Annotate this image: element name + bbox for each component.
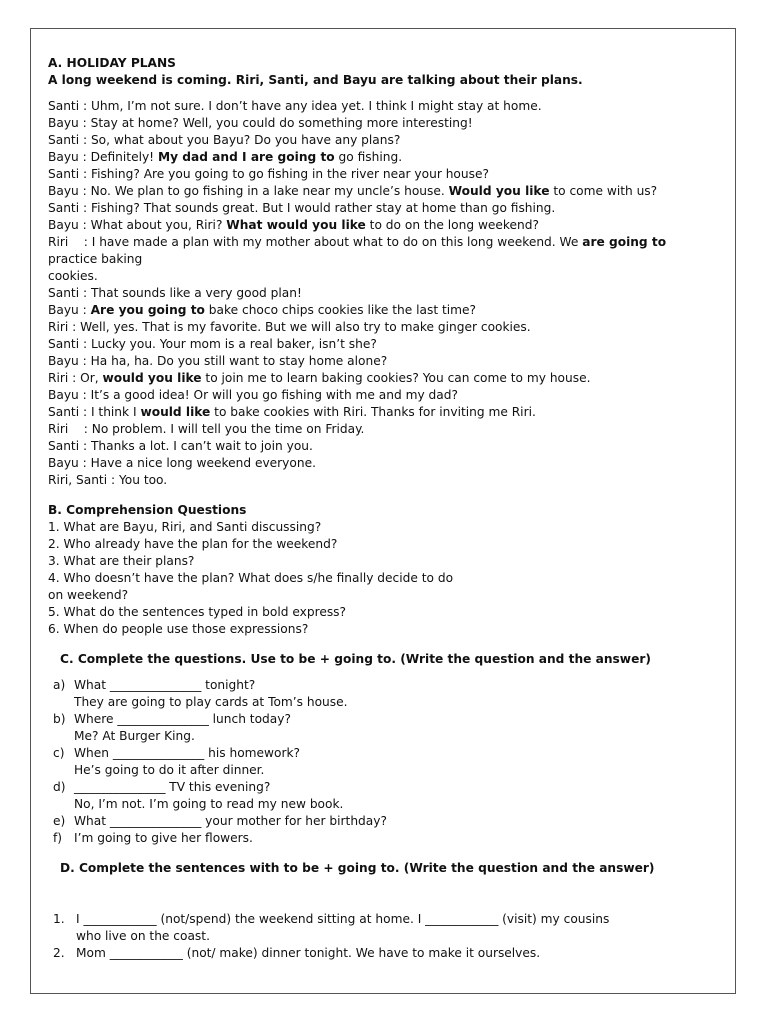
section-d-title: D. Complete the sentences with to be + going to. (Write the question and the answer) [60, 861, 655, 875]
exercise-item [48, 945, 728, 962]
dialogue-text: Riri : No problem. I will tell you the time on Friday. [48, 422, 365, 436]
bold-expression: are going to [582, 235, 667, 249]
dialogue-text: bake choco chips cookies like the last time? [204, 303, 476, 317]
exercise-item [48, 711, 728, 745]
dialogue-line [48, 421, 728, 438]
bold-expression: would like [140, 405, 211, 419]
dialogue-line [48, 336, 728, 353]
item-marker: e) [53, 814, 66, 828]
dialogue-text: Santi : Lucky you. Your mom is a real baker, isn’t she? [48, 337, 377, 351]
item-prompt: I’m going to give her flowers. [74, 831, 253, 845]
question-line: 5. What do the sentences typed in bold express? [48, 605, 346, 619]
section-c-title: C. Complete the questions. Use to be + going to. (Write the question and the answer) [60, 652, 651, 666]
bold-expression: My dad and I are going to [157, 150, 335, 164]
item-marker: d) [53, 780, 66, 794]
dialogue-line [48, 285, 728, 302]
dialogue-text: Riri : Well, yes. That is my favorite. But we will also try to make ginger cookies. [48, 320, 531, 334]
item-prompt: _______________ TV this evening? [74, 780, 271, 794]
dialogue-line [48, 302, 728, 319]
section-c-items [48, 677, 728, 847]
section-d-items [48, 911, 728, 962]
item-answer: No, I’m not. I’m going to read my new book. [74, 797, 344, 811]
item-marker: b) [53, 712, 66, 726]
exercise-item [48, 745, 728, 779]
dialogue-text: Santi : Fishing? That sounds great. But I would rather stay at home than go fishing. [48, 201, 556, 215]
item-marker: a) [53, 678, 66, 692]
item-prompt: Mom ____________ (not/ make) dinner tonight. We have to make it ourselves. [76, 946, 541, 960]
dialogue-text: to join me to learn baking cookies? You can come to my house. [201, 371, 591, 385]
item-answer: They are going to play cards at Tom’s house. [74, 695, 348, 709]
dialogue-text: Santi : Fishing? Are you going to go fishing in the river near your house? [48, 167, 489, 181]
dialogue-line [48, 319, 728, 336]
dialogue-text: Bayu : Ha ha, ha. Do you still want to stay home alone? [48, 354, 388, 368]
item-prompt: Where _______________ lunch today? [74, 712, 291, 726]
dialogue-line [48, 132, 728, 149]
item-answer: He’s going to do it after dinner. [74, 763, 265, 777]
item-marker: 2. [53, 946, 65, 960]
dialogue-line [48, 234, 728, 251]
item-prompt: When _______________ his homework? [74, 746, 300, 760]
dialogue-text: to bake cookies with Riri. Thanks for inviting me Riri. [210, 405, 536, 419]
dialogue-line [48, 268, 728, 285]
dialogue-text: Santi : Thanks a lot. I can’t wait to join you. [48, 439, 313, 453]
dialogue-text: Bayu : Have a nice long weekend everyone. [48, 456, 316, 470]
exercise-item [48, 911, 728, 945]
dialogue-text: to come with us? [549, 184, 658, 198]
dialogue-text: Riri : I have made a plan with my mother about what to do on this long weekend. We [48, 235, 583, 249]
dialogue-line [48, 404, 728, 421]
dialogue-line [48, 387, 728, 404]
dialogue-line [48, 438, 728, 455]
item-answer: Me? At Burger King. [74, 729, 195, 743]
section-b-title: B. Comprehension Questions [48, 503, 247, 517]
exercise-item [48, 677, 728, 711]
dialogue-text: Riri : Or, [48, 371, 103, 385]
dialogue-text: Bayu : Definitely! [48, 150, 158, 164]
dialogue-line [48, 251, 728, 268]
dialogue-text: practice baking [48, 252, 143, 266]
question-line: 2. Who already have the plan for the weekend? [48, 537, 338, 551]
dialogue-text: Riri, Santi : You too. [48, 473, 168, 487]
item-marker: 1. [53, 912, 65, 926]
exercise-item [48, 813, 728, 830]
dialogue-line [48, 353, 728, 370]
dialogue-line [48, 183, 728, 200]
item-prompt: What _______________ your mother for her birthday? [74, 814, 387, 828]
dialogue-line [48, 115, 728, 132]
dialogue-text: Bayu : Stay at home? Well, you could do something more interesting! [48, 116, 473, 130]
dialogue-text: Bayu : [48, 303, 91, 317]
question-line: 4. Who doesn’t have the plan? What does s/he finally decide to do [48, 571, 454, 585]
section-a-intro: A long weekend is coming. Riri, Santi, and Bayu are talking about their plans. [48, 73, 583, 87]
dialogue-text: Santi : That sounds like a very good plan! [48, 286, 302, 300]
dialogue-line [48, 455, 728, 472]
exercise-item [48, 779, 728, 813]
dialogue-line [48, 472, 728, 489]
question-line: 6. When do people use those expressions? [48, 622, 309, 636]
worksheet-content [48, 55, 728, 962]
item-marker: c) [53, 746, 65, 760]
dialogue-text: Santi : Uhm, I’m not sure. I don’t have any idea yet. I think I might stay at home. [48, 99, 542, 113]
dialogue-line [48, 217, 728, 234]
dialogue-text: go fishing. [334, 150, 403, 164]
question-line: on weekend? [48, 588, 129, 602]
exercise-item [48, 830, 728, 847]
dialogue-text: cookies. [48, 269, 98, 283]
dialogue-line [48, 370, 728, 387]
dialogue-text: Bayu : It’s a good idea! Or will you go fishing with me and my dad? [48, 388, 458, 402]
item-prompt: What _______________ tonight? [74, 678, 256, 692]
item-prompt: I ____________ (not/spend) the weekend sitting at home. I ____________ (visit) my cousins [76, 912, 610, 926]
bold-expression: Are you going to [90, 303, 205, 317]
question-line: 3. What are their plans? [48, 554, 195, 568]
bold-expression: Would you like [448, 184, 550, 198]
comprehension-questions [48, 519, 728, 638]
dialogue-text: Santi : So, what about you Bayu? Do you have any plans? [48, 133, 401, 147]
dialogue-line [48, 98, 728, 115]
dialogue [48, 98, 728, 489]
dialogue-text: to do on the long weekend? [365, 218, 539, 232]
item-marker: f) [53, 831, 63, 845]
section-a-title: A. HOLIDAY PLANS [48, 56, 176, 70]
dialogue-line [48, 200, 728, 217]
question-line: 1. What are Bayu, Riri, and Santi discussing? [48, 520, 322, 534]
item-answer: who live on the coast. [76, 929, 210, 943]
worksheet-page [30, 28, 736, 994]
dialogue-text: Bayu : No. We plan to go fishing in a lake near my uncle’s house. [48, 184, 449, 198]
dialogue-text: Santi : I think I [48, 405, 141, 419]
bold-expression: would you like [102, 371, 202, 385]
dialogue-line [48, 166, 728, 183]
dialogue-text: Bayu : What about you, Riri? [48, 218, 227, 232]
bold-expression: What would you like [226, 218, 366, 232]
dialogue-line [48, 149, 728, 166]
